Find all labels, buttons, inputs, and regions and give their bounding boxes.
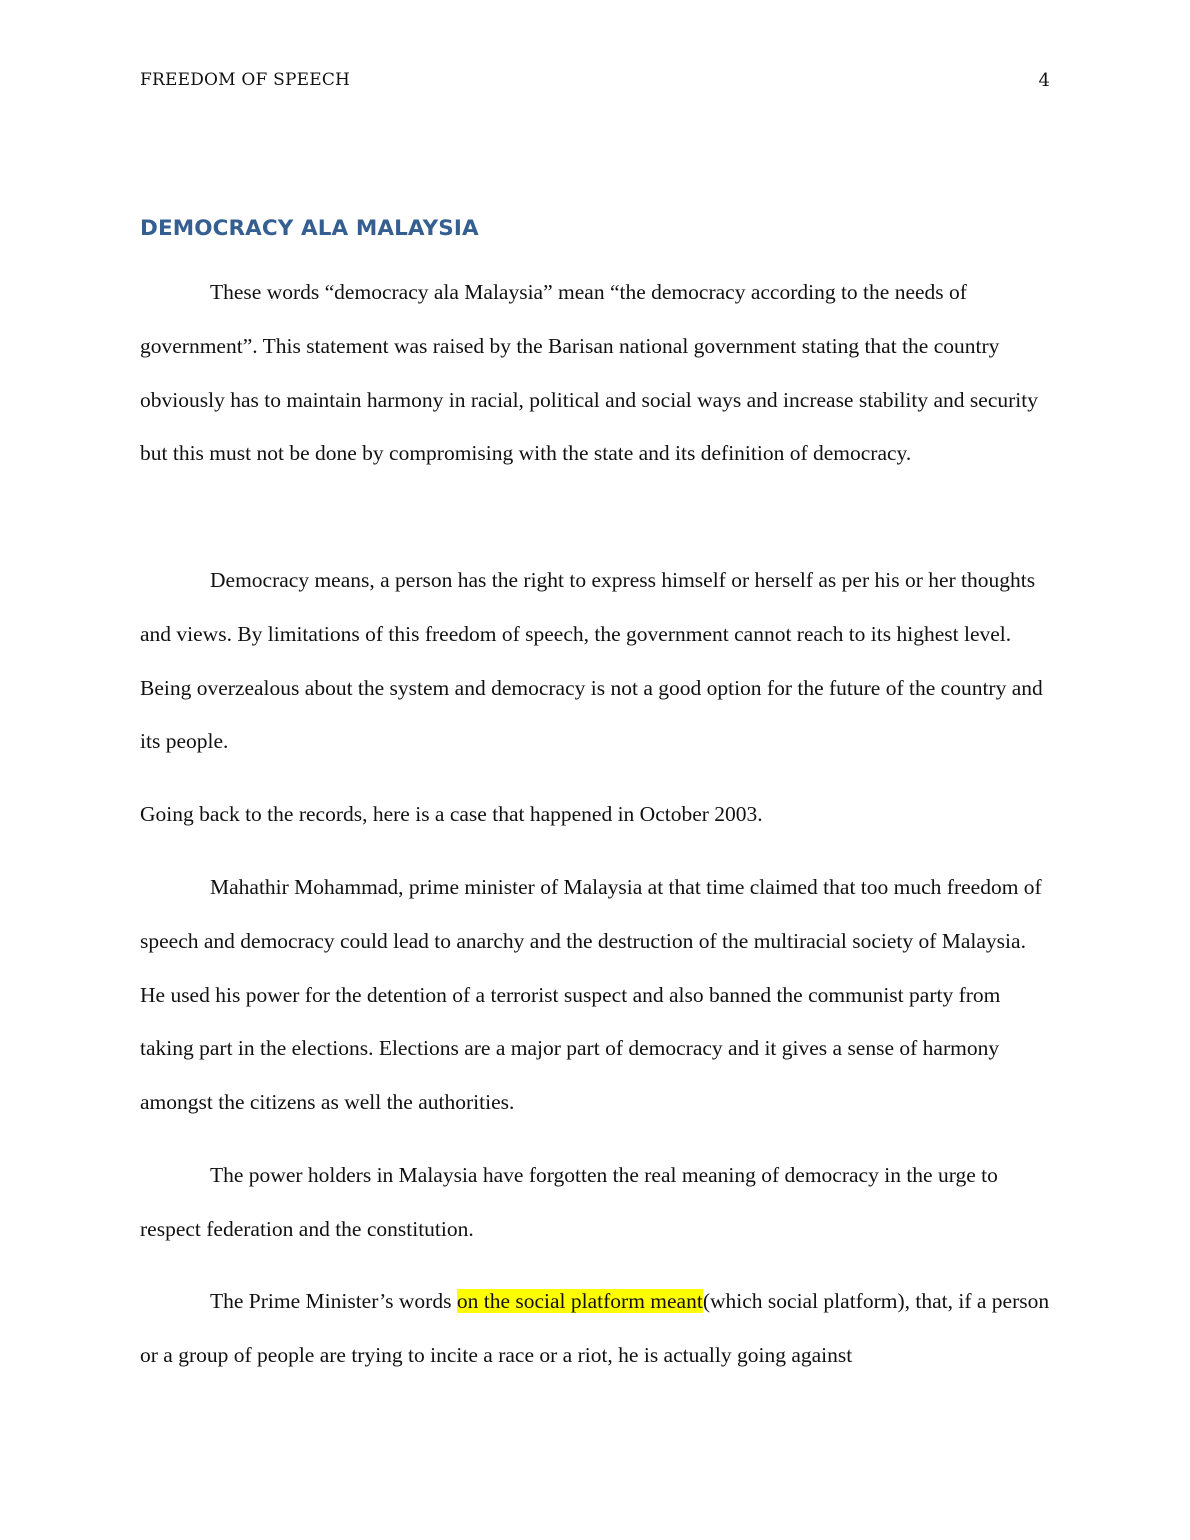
- paragraph-3: Going back to the records, here is a case that happened in October 2003.: [140, 802, 763, 826]
- running-head: FREEDOM OF SPEECH: [140, 70, 351, 90]
- paragraph-6: [140, 1275, 1050, 1383]
- paragraph-5: The power holders in Malaysia have forgotten the real meaning of democracy in the urge to respect federation and the constitution.: [140, 1163, 998, 1241]
- paragraph-6-text-before: The Prime Minister’s words: [210, 1289, 457, 1313]
- page-number: 4: [1038, 70, 1050, 91]
- paragraph-4: Mahathir Mohammad, prime minister of Malaysia at that time claimed that too much freedom of speech and democracy could lead to anarchy and the destruction of the multiracial society of Malaysia. He used his power for the detention of a terrorist suspect and also banned the communist party from taking part in the elections. Elections are a major part of democracy and it gives a sense of harmony amongst the citizens as well the authorities.: [140, 875, 1042, 1115]
- section-heading: DEMOCRACY ALA MALAYSIA: [140, 216, 479, 241]
- highlighted-text: on the social platform meant: [456, 1289, 703, 1313]
- paragraph-6-text-after: (which social platform), that, if a person or a group of people are trying to incite a race or a riot, he is actually going against: [140, 1289, 1050, 1367]
- paragraph-1: These words “democracy ala Malaysia” mean “the democracy according to the needs of government”. This statement was raised by the Barisan national government stating that the country obviously has to maintain harmony in racial, political and social ways and increase stability and security but this must not be done by compromising with the state and its definition of democracy.: [140, 280, 1038, 466]
- paragraph-2: Democracy means, a person has the right to express himself or herself as per his or her thoughts and views. By limitations of this freedom of speech, the government cannot reach to its highest level. Being overzealous about the system and democracy is not a good option for the future of the country and its people.: [140, 568, 1043, 754]
